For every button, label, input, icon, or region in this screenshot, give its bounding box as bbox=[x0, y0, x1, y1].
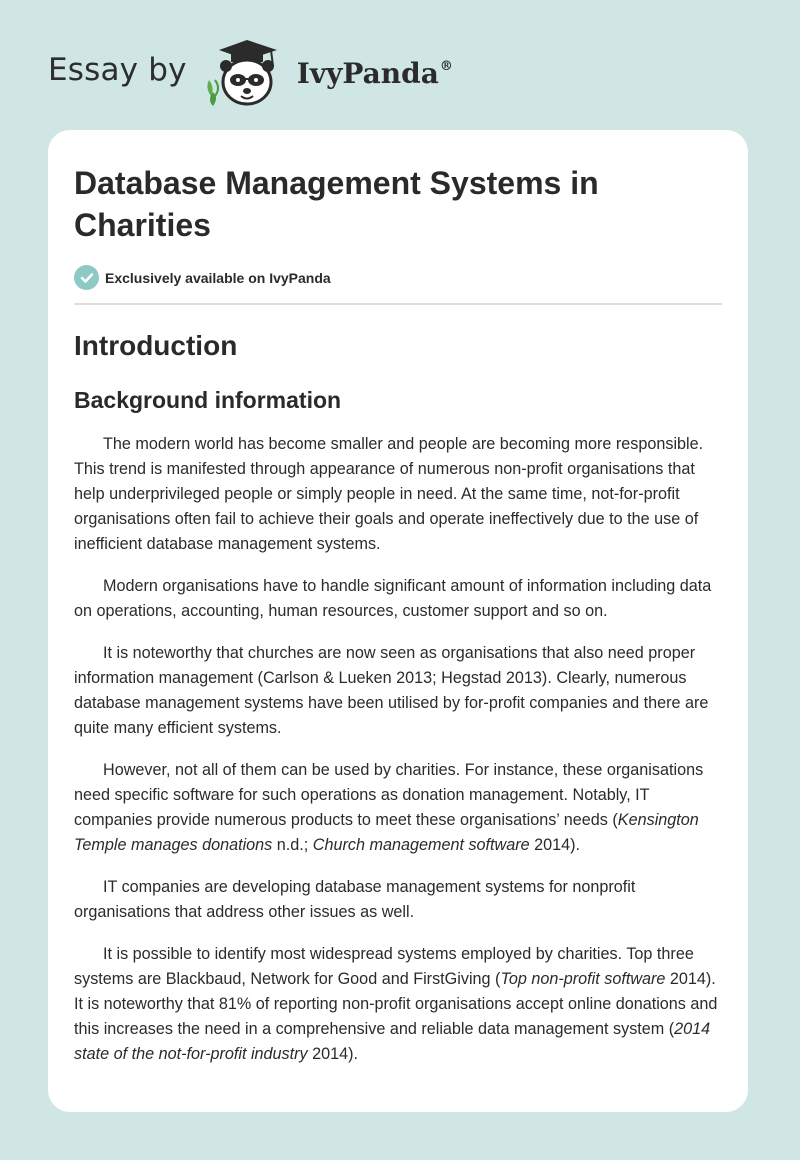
paragraph-text: 2014). bbox=[529, 836, 581, 854]
paragraph-text: 2014). bbox=[307, 1045, 359, 1063]
citation-title: Top non-profit software bbox=[500, 970, 666, 988]
paragraph bbox=[74, 942, 722, 1067]
paragraph-text: n.d.; bbox=[272, 836, 313, 854]
paragraph bbox=[74, 875, 722, 925]
paragraph bbox=[74, 641, 722, 741]
article-body bbox=[74, 432, 722, 1067]
subsection-heading: Background information bbox=[74, 387, 342, 413]
paragraph bbox=[74, 432, 722, 557]
site-header bbox=[48, 36, 453, 108]
citation-title: Kensington Temple manages donations bbox=[74, 811, 699, 854]
citation-title: 2014 state of the not-for-profit industry bbox=[74, 1020, 711, 1063]
exclusive-badge bbox=[74, 265, 722, 290]
exclusive-label: Exclusively available on IvyPanda bbox=[105, 269, 331, 286]
paragraph-text: The modern world has become smaller and people are becoming more responsible. This trend is manifested through appearance of numerous non-profit organisations that help underprivileged people or simply people in need. At the same time, not-for-profit organisations often fail to achieve their goals and operate ineffectively due to the use of inefficient database management systems. bbox=[74, 435, 704, 553]
paragraph-text: 2014). It is noteworthy that 81% of reporting non-profit organisations accept online donations and this increases the need in a comprehensive and reliable data management system ( bbox=[74, 970, 718, 1038]
article-title: Database Management Systems in Charities bbox=[74, 165, 599, 243]
paragraph-text: It is possible to identify most widespread systems employed by charities. Top three systems are Blackbaud, Network for Good and FirstGiving ( bbox=[74, 945, 694, 988]
paragraph-text: IT companies are developing database management systems for nonprofit organisations that address other issues as well. bbox=[74, 878, 636, 921]
brand-name[interactable] bbox=[297, 57, 453, 90]
section-heading: Introduction bbox=[74, 330, 238, 361]
registered-mark: ® bbox=[439, 58, 453, 74]
paragraph-text: It is noteworthy that churches are now seen as organisations that also need proper information management (Carlson & Lueken 2013; Hegstad 2013). Clearly, numerous database management systems have been utilised by for-profit companies and there are quite many efficient systems. bbox=[74, 644, 709, 737]
paragraph bbox=[74, 574, 722, 624]
paragraph-text: Modern organisations have to handle significant amount of information including data on operations, accounting, human resources, customer support and so on. bbox=[74, 577, 712, 620]
brand-text: IvyPanda bbox=[296, 56, 439, 90]
ivypanda-logo-icon[interactable] bbox=[201, 36, 293, 108]
essay-by-label: Essay by bbox=[48, 52, 187, 88]
paragraph bbox=[74, 758, 722, 858]
divider bbox=[74, 303, 722, 305]
check-icon bbox=[74, 265, 99, 290]
paragraph-text: However, not all of them can be used by charities. For instance, these organisations need specific software for such operations as donation management. Notably, IT companies provide numerous products to meet these organisations’ needs ( bbox=[74, 761, 704, 829]
citation-title: Church management software bbox=[312, 836, 530, 854]
article-card bbox=[48, 130, 748, 1112]
